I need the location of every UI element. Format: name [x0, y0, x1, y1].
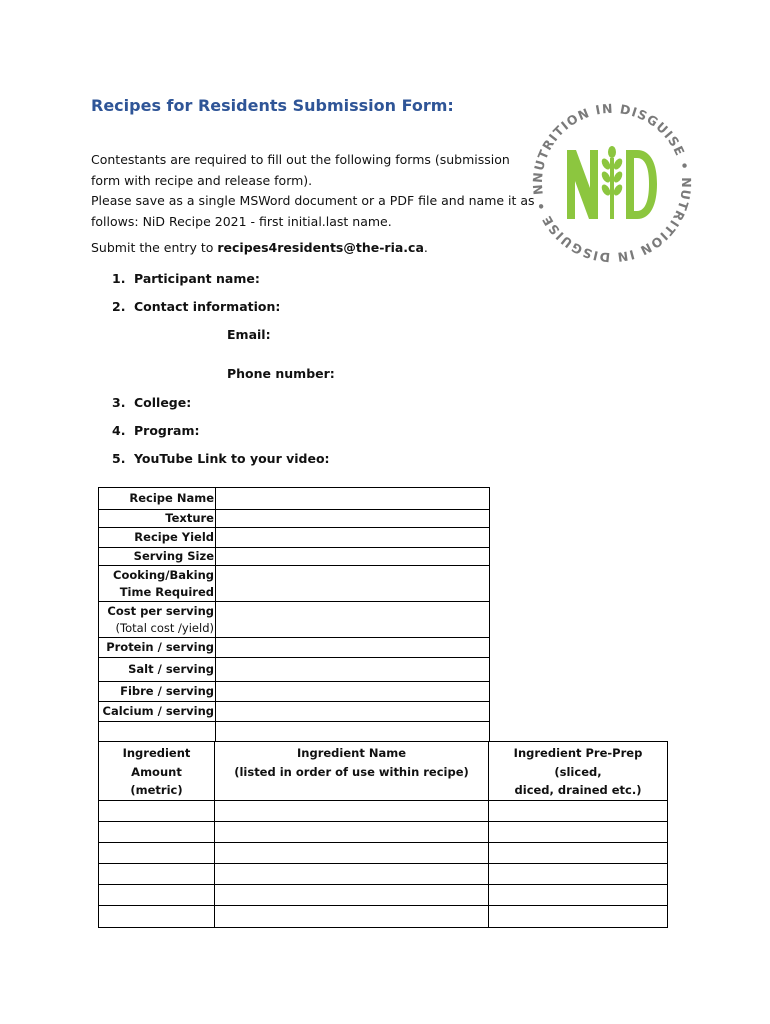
cooking-time-field[interactable]: [216, 566, 490, 602]
table-header-row: [99, 742, 668, 801]
preprep-cell[interactable]: [489, 821, 668, 842]
contact-info-label: [112, 299, 280, 314]
phone-number-label: Phone number:: [227, 366, 335, 381]
texture-label: Texture: [99, 510, 216, 528]
intro-line: follows: NiD Recipe 2021 - first initial.last name.: [91, 213, 392, 229]
calcium-field[interactable]: [216, 702, 490, 722]
field-label: YouTube Link to your video:: [134, 451, 330, 466]
label-line: Cooking/Baking: [113, 567, 214, 582]
ingredient-amount-header: [99, 742, 215, 801]
salt-field[interactable]: [216, 658, 490, 682]
preprep-cell[interactable]: [489, 884, 668, 905]
preprep-cell[interactable]: [489, 905, 668, 927]
table-row: [99, 528, 490, 548]
amount-cell[interactable]: [99, 821, 215, 842]
field-label: Program:: [134, 423, 200, 438]
label-line: Cost per serving: [107, 603, 214, 618]
logo-letter-d: [626, 150, 657, 219]
list-number: 3.: [112, 395, 126, 410]
preprep-cell[interactable]: [489, 842, 668, 863]
header-line: (metric): [130, 783, 183, 797]
ingredient-name-header: [215, 742, 489, 801]
table-row: [99, 638, 490, 658]
table-row: [99, 488, 490, 510]
recipe-details-table: [98, 487, 490, 742]
recipe-yield-label: Recipe Yield: [99, 528, 216, 548]
nutrition-in-disguise-logo: [527, 98, 697, 268]
table-row: [99, 702, 490, 722]
salt-label: Salt / serving: [99, 658, 216, 682]
header-line: Ingredient Name: [297, 746, 406, 760]
list-number: 5.: [112, 451, 126, 466]
cooking-time-label: [99, 566, 216, 602]
table-row: [99, 548, 490, 566]
amount-cell[interactable]: [99, 842, 215, 863]
header-line: (listed in order of use within recipe): [234, 764, 469, 779]
page-title: Recipes for Residents Submission Form:: [91, 96, 454, 115]
calcium-label: Calcium / serving: [99, 702, 216, 722]
preprep-cell[interactable]: [489, 863, 668, 884]
list-number: 4.: [112, 423, 126, 438]
intro-line: Contestants are required to fill out the following forms (submission: [91, 152, 510, 167]
name-cell[interactable]: [215, 842, 489, 863]
field-label: College:: [134, 395, 192, 410]
table-row: [99, 884, 668, 905]
table-row: [99, 682, 490, 702]
college-label: [112, 395, 191, 410]
recipe-yield-field[interactable]: [216, 528, 490, 548]
program-label: [112, 423, 200, 438]
header-line: Ingredient Pre-Prep (sliced,: [513, 746, 643, 779]
amount-cell[interactable]: [99, 905, 215, 927]
serving-size-field[interactable]: [216, 548, 490, 566]
participant-name-label: [112, 271, 260, 286]
table-row: [99, 863, 668, 884]
logo-wheat-stem: [610, 158, 614, 219]
intro-line: form with recipe and release form).: [91, 172, 313, 188]
label-line: Time Required: [119, 584, 214, 599]
list-number: 1.: [112, 271, 126, 286]
name-cell[interactable]: [215, 905, 489, 927]
amount-cell[interactable]: [99, 800, 215, 821]
table-row: [99, 800, 668, 821]
name-cell[interactable]: [215, 821, 489, 842]
submit-instruction: [91, 240, 428, 255]
header-line: Ingredient: [122, 746, 191, 760]
preprep-cell[interactable]: [489, 800, 668, 821]
ingredient-preprep-header: [489, 742, 668, 801]
table-row: [99, 722, 490, 742]
name-cell[interactable]: [215, 863, 489, 884]
recipe-name-field[interactable]: [216, 488, 490, 510]
serving-size-label: Serving Size: [99, 548, 216, 566]
field-label: Participant name:: [134, 271, 260, 286]
recipe-name-label: Recipe Name: [99, 488, 216, 510]
field-label: Contact information:: [134, 299, 281, 314]
amount-cell[interactable]: [99, 884, 215, 905]
header-line: Amount: [131, 764, 182, 779]
table-row: [99, 566, 490, 602]
email-label: Email:: [227, 327, 271, 342]
table-row: [99, 821, 668, 842]
intro-line: Please save as a single MSWord document or a PDF file and name it as: [91, 193, 535, 208]
empty-field[interactable]: [216, 722, 490, 742]
protein-field[interactable]: [216, 638, 490, 658]
submit-suffix: .: [423, 240, 428, 255]
logo-ring-textpath: NUTRITION IN DISGUISE • NUTRITION IN DISGUISE • N: [529, 100, 695, 266]
nid-logo-icon: [527, 98, 697, 268]
cost-per-serving-label: [99, 602, 216, 638]
table-row: [99, 905, 668, 927]
table-row: [99, 602, 490, 638]
texture-field[interactable]: [216, 510, 490, 528]
label-line: (Total cost /yield): [115, 620, 214, 635]
table-row: [99, 510, 490, 528]
empty-label-cell: [99, 722, 216, 742]
header-line: diced, drained etc.): [514, 783, 642, 797]
table-row: [99, 658, 490, 682]
name-cell[interactable]: [215, 884, 489, 905]
fibre-field[interactable]: [216, 682, 490, 702]
fibre-label: Fibre / serving: [99, 682, 216, 702]
table-row: [99, 842, 668, 863]
ingredients-table: [98, 741, 668, 928]
cost-per-serving-field[interactable]: [216, 602, 490, 638]
submission-email-link[interactable]: recipes4residents@the-ria.ca: [217, 240, 424, 255]
protein-label: Protein / serving: [99, 638, 216, 658]
list-number: 2.: [112, 299, 126, 314]
logo-letter-n: [567, 150, 598, 219]
youtube-link-label: [112, 451, 330, 466]
submit-prefix: Submit the entry to: [91, 240, 218, 255]
amount-cell[interactable]: [99, 863, 215, 884]
logo-wheat-grain: [608, 146, 616, 158]
intro-paragraph: [91, 150, 535, 232]
name-cell[interactable]: [215, 800, 489, 821]
